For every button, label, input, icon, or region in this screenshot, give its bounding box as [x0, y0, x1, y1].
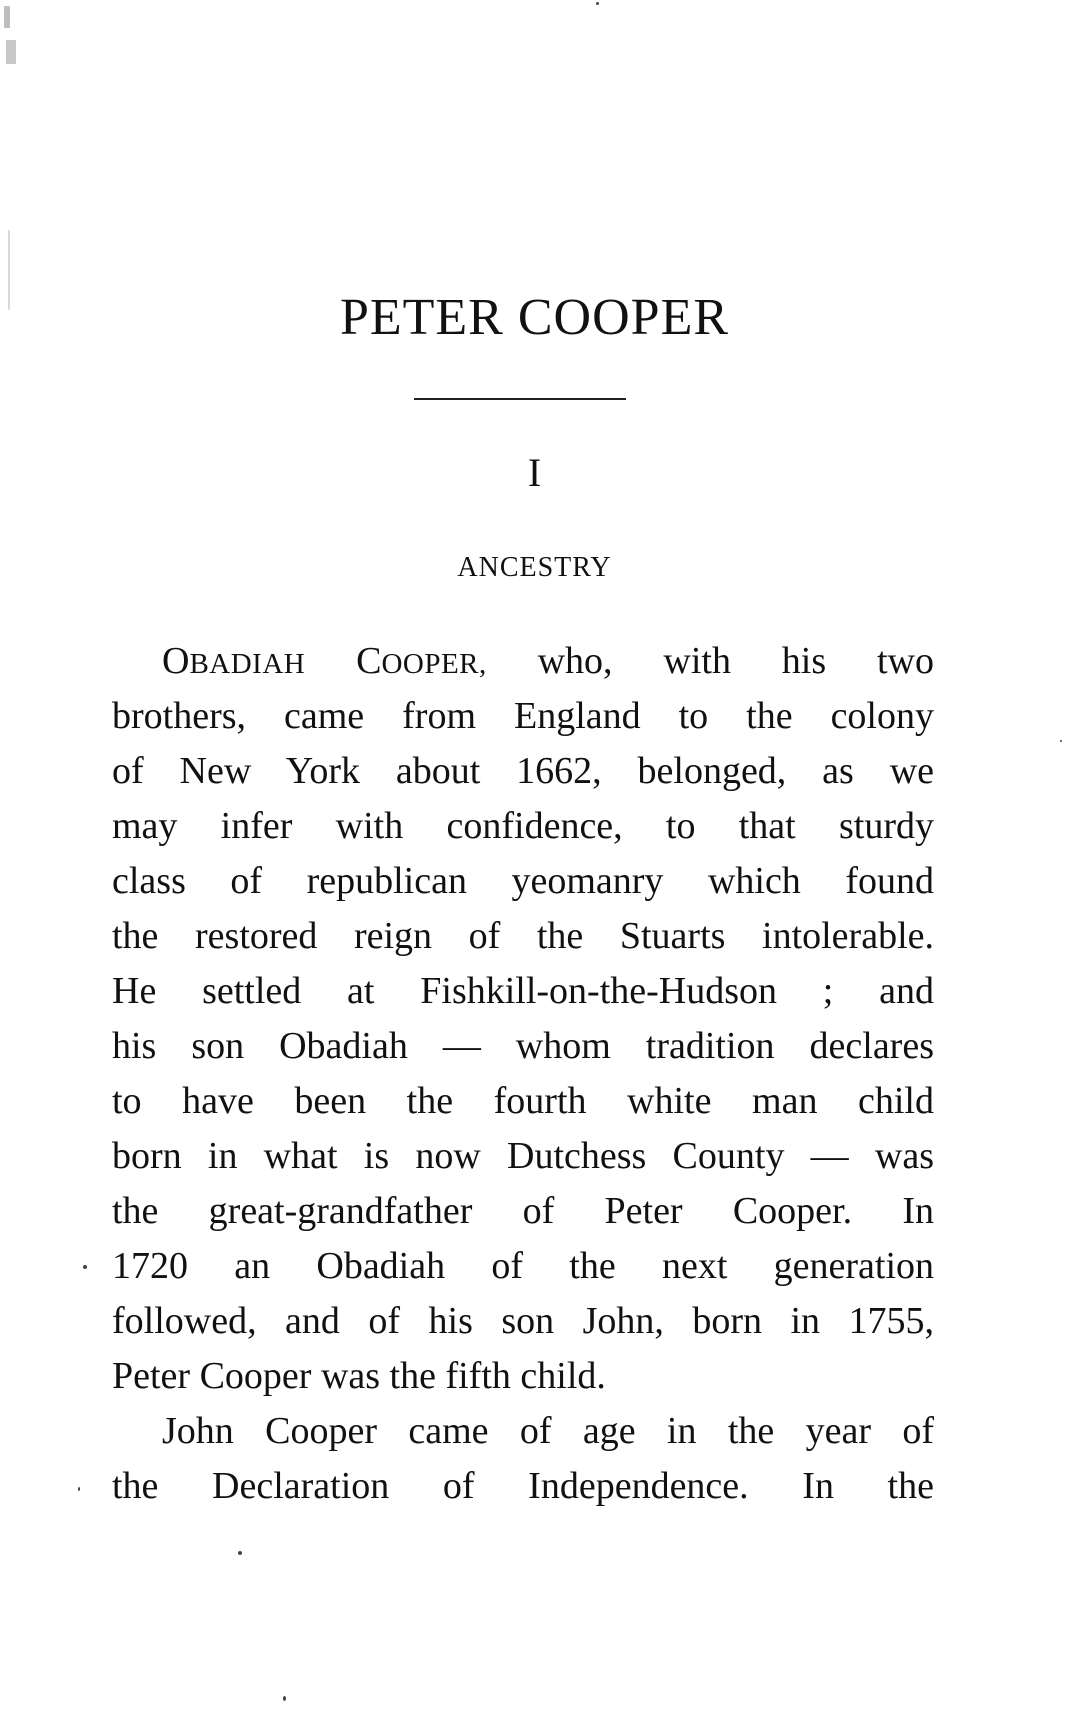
scan-speck [4, 6, 10, 28]
text-line: Peter Cooper was the fifth child. [112, 1355, 606, 1397]
text-line: followed, and of his son John, born in 1755, [112, 1300, 934, 1342]
text-line: class of republican yeomanry which found [112, 860, 934, 902]
chapter-number: I [527, 450, 542, 495]
scan-speck [83, 1265, 87, 1269]
chapter-title: ANCESTRY [457, 552, 612, 583]
title-divider [414, 398, 626, 400]
text-line: his son Obadiah — whom tradition declares [112, 1025, 934, 1067]
scan-speck [6, 40, 16, 64]
scan-speck [8, 230, 10, 310]
text-line: the Declaration of Independence. In the [112, 1465, 934, 1507]
text-line: the great-grandfather of Peter Cooper. In [112, 1190, 934, 1232]
small-caps-name: OBADIAH COOPER, [162, 640, 487, 682]
scan-speck [78, 1487, 80, 1491]
book-title: PETER COOPER [339, 289, 730, 346]
text-line: OBADIAH COOPER, who, with his two [162, 640, 934, 682]
text-line: He settled at Fishkill-on-the-Hudson ; and [112, 970, 934, 1012]
scan-speck [1060, 740, 1062, 742]
text-line: may infer with confidence, to that sturdy [112, 805, 934, 847]
text-line: 1720 an Obadiah of the next generation [112, 1245, 934, 1287]
scan-speck [238, 1551, 242, 1555]
scan-speck [283, 1696, 286, 1701]
text-line: the restored reign of the Stuarts intolerable. [112, 915, 934, 957]
scan-speck [596, 2, 599, 5]
text-line: John Cooper came of age in the year of [162, 1410, 934, 1452]
body-text [112, 634, 934, 1514]
text-line: of New York about 1662, belonged, as we [112, 750, 934, 792]
text-line: to have been the fourth white man child [112, 1080, 934, 1122]
text-line: born in what is now Dutchess County — was [112, 1135, 934, 1177]
text-line: brothers, came from England to the colony [112, 695, 934, 737]
